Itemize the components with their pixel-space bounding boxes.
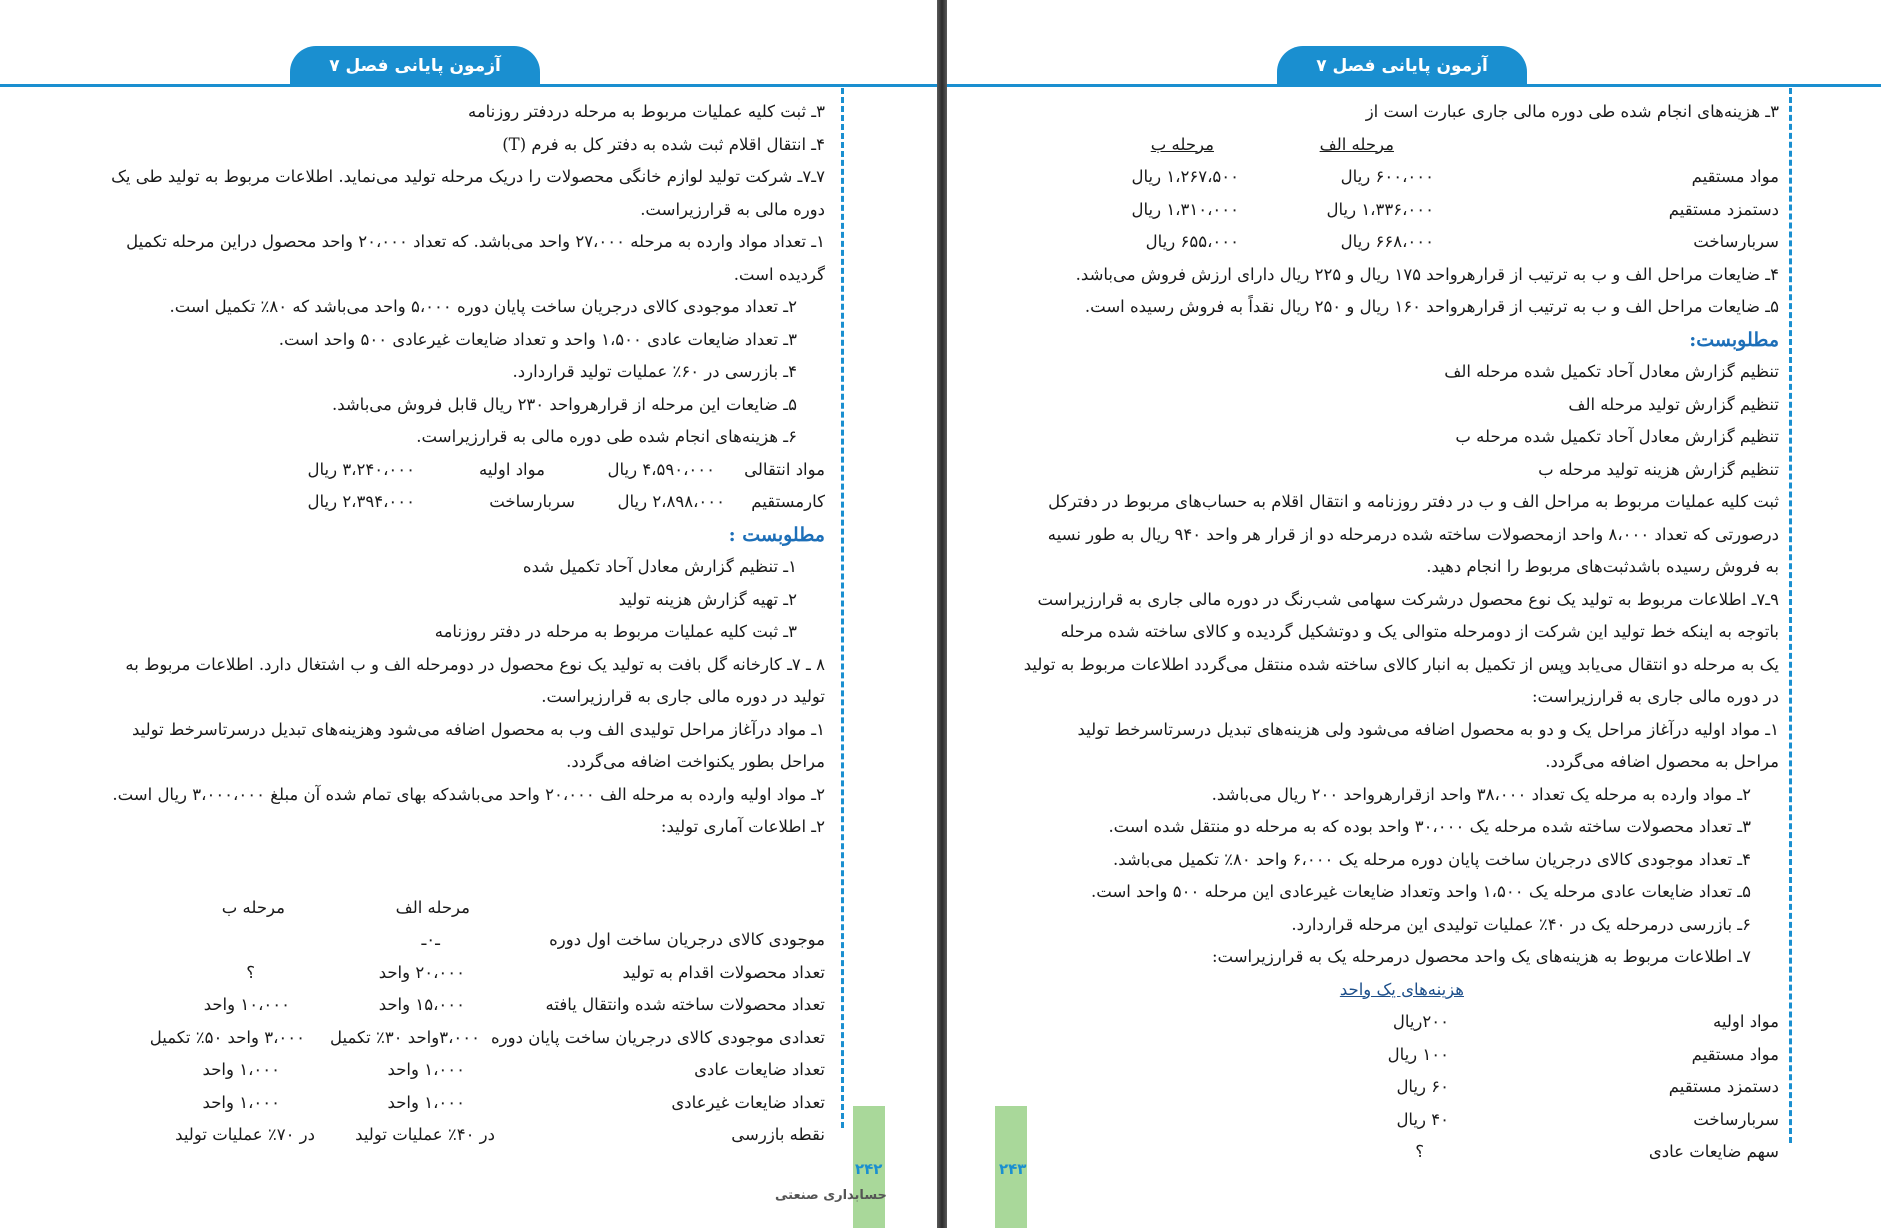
- unit-cost-title: هزینه‌های یک واحد: [1339, 979, 1464, 999]
- text-line: ثبت کلیه عملیات مربوط به مراحل الف و ب در دفتر روزنامه و انتقال اقلام به حساب‌های مربوط در دفترکل: [1048, 492, 1779, 511]
- cell-a: ۱۵،۰۰۰ واحد: [378, 995, 465, 1014]
- row-label: تعداد محصولات اقدام به تولید: [622, 962, 825, 982]
- text-line: ۵ـ تعداد ضایعات عادی مرحله یک ۱،۵۰۰ واحد وتعداد ضایعات غیرعادی این مرحله ۵۰۰ واحد است.: [1091, 882, 1751, 901]
- cost-label: سربارساخت: [489, 492, 575, 511]
- cell-b: ۱،۰۰۰ واحد: [202, 1092, 280, 1112]
- left-page: [0, 0, 937, 1228]
- text-line: ۴ـ تعداد موجودی کالای درجریان ساخت پایان دوره مرحله یک ۶،۰۰۰ واحد ۸۰٪ تکمیل می‌باشد.: [1112, 849, 1751, 869]
- unit-cost-label: دستمزد مستقیم: [1668, 1077, 1779, 1096]
- cell-a: ۳،۰۰۰واحد ۳۰٪ تکمیل: [329, 1027, 480, 1047]
- text-line: مراحل بطور یکنواخت اضافه می‌گردد.: [566, 752, 825, 771]
- unit-cost-value: ۴۰ ریال: [1396, 1109, 1449, 1129]
- text-line: تنظیم گزارش معادل آحاد تکمیل شده مرحله ب: [1455, 427, 1779, 446]
- cost-label: مواد انتقالی: [744, 459, 825, 479]
- table-row: [85, 924, 825, 957]
- cell-b: ۱،۰۰۰ واحد: [202, 1060, 280, 1079]
- required-title: مطلوبست :: [728, 523, 825, 546]
- text-line: گردیده است.: [733, 264, 825, 284]
- required-title: مطلوبست:: [1689, 328, 1779, 351]
- cost-b: ۱،۳۱۰،۰۰۰ ریال: [1131, 199, 1239, 219]
- text-line: ۱ـ مواد اولیه درآغاز مراحل یک و دو به محصول اضافه می‌شود ولی هزینه‌های تبدیل درسرتاسرخط تولید: [1077, 719, 1779, 739]
- cell-b: ۳،۰۰۰ واحد ۵۰٪ تکمیل: [149, 1027, 305, 1047]
- cost-label: دستمزد مستقیم: [1668, 199, 1779, 219]
- unit-cost-value: ۶۰ ریال: [1396, 1077, 1449, 1096]
- text-line: درصورتی که تعداد ۸،۰۰۰ واحد ازمحصولات ساخته شده درمرحله دو از قرار هر واحد ۹۴۰ ریال به طور نسیه: [1047, 524, 1779, 544]
- text-line: ۳ـ تعداد ضایعات عادی ۱،۵۰۰ واحد و تعداد ضایعات غیرعادی ۵۰۰ واحد است.: [278, 329, 797, 349]
- unit-cost-row: [1027, 1136, 1779, 1169]
- book-gutter: [937, 0, 947, 1228]
- text-line: به فروش رسیده باشدثبت‌های مربوط را انجام دهید.: [1426, 557, 1779, 576]
- text-line: ۳ـ هزینه‌های انجام شده طی دوره مالی جاری عبارت است از: [1365, 102, 1779, 121]
- unit-cost-value: ۲۰۰ریال: [1392, 1012, 1449, 1031]
- text-line: ۲ـ مواد اولیه وارده به مرحله الف ۲۰،۰۰۰ واحد می‌باشدکه بهای تمام شده آن مبلغ ۳،۰۰۰،۰۰۰ ریال است.: [112, 784, 825, 804]
- table-row: [85, 1022, 825, 1055]
- text-line: ۶ـ بازرسی درمرحله یک در ۴۰٪ عملیات تولیدی این مرحله قراردارد.: [1291, 914, 1751, 934]
- text-line: ۳ـ ثبت کلیه عملیات مربوط به مرحله در دفتر روزنامه: [434, 622, 797, 641]
- chapter-header-tab: آزمون پایانی فصل ۷: [1277, 46, 1527, 86]
- table-row: [85, 1054, 825, 1087]
- text-line: تنظیم گزارش تولید مرحله الف: [1568, 394, 1779, 414]
- row-label: تعداد محصولات ساخته شده وانتقال یافته: [545, 995, 825, 1014]
- text-line: ۲ـ تهیه گزارش هزینه تولید: [618, 589, 797, 609]
- cost-row: [1027, 226, 1779, 259]
- row-label: تعداد ضایعات عادی: [694, 1060, 825, 1079]
- right-page: [947, 0, 1881, 1228]
- row-label: تعداد ضایعات غیرعادی: [671, 1092, 825, 1112]
- cost-row: [85, 486, 825, 519]
- table-row: [85, 1087, 825, 1120]
- text-line: تنظیم گزارش هزینه تولید مرحله ب: [1538, 459, 1779, 479]
- cost-label: کارمستقیم: [751, 492, 825, 511]
- cost-b: ۱،۲۶۷،۵۰۰ ریال: [1131, 167, 1239, 186]
- cell-a: ـ۰ـ: [421, 930, 440, 949]
- cost-a: ۶۶۸،۰۰۰ ریال: [1340, 232, 1434, 251]
- col-header-b: مرحله ب: [221, 897, 285, 917]
- cell-b: ؟: [246, 962, 255, 982]
- cost-value: ۲،۳۹۴،۰۰۰ ریال: [307, 492, 415, 511]
- text-line: یک به مرحله دو انتقال می‌یابد وپس از تکمیل به انبار کالای ساخته شده منتقل می‌گردد اطلاعات مربوط به تولید: [1023, 654, 1779, 674]
- text-line: ۶ـ هزینه‌های انجام شده طی دوره مالی به قرارزیراست.: [416, 427, 797, 446]
- page-number: ۲۴۳: [999, 1160, 1027, 1178]
- text-line: ۴ـ انتقال اقلام ثبت شده به دفتر کل به فرم (T): [502, 134, 825, 154]
- text-line: ۵ـ ضایعات مراحل الف و ب به ترتیب از قرارهرواحد ۱۶۰ ریال و ۲۵۰ ریال نقداً به فروش رسیده است.: [1084, 297, 1779, 316]
- cost-row: [85, 454, 825, 487]
- cost-header: [1027, 129, 1779, 162]
- table-row: [85, 989, 825, 1022]
- unit-cost-value: ؟: [1415, 1142, 1424, 1161]
- unit-cost-label: سهم ضایعات عادی: [1648, 1142, 1779, 1161]
- text-line: ۴ـ بازرسی در ۶۰٪ عملیات تولید قراردارد.: [512, 362, 797, 381]
- unit-cost-label: سربارساخت: [1693, 1109, 1779, 1129]
- cell-a: ۱،۰۰۰ واحد: [387, 1060, 465, 1079]
- cost-label: مواد مستقیم: [1691, 167, 1779, 186]
- text-line: در دوره مالی جاری به قرارزیراست:: [1531, 687, 1779, 706]
- table-row: [85, 1119, 825, 1152]
- cost-value: ۴،۵۹۰،۰۰۰ ریال: [607, 459, 715, 479]
- text-line: تنظیم گزارش معادل آحاد تکمیل شده مرحله الف: [1444, 362, 1779, 381]
- cell-a: در ۴۰٪ عملیات تولید: [355, 1125, 495, 1144]
- unit-cost-value: ۱۰۰ ریال: [1387, 1044, 1449, 1064]
- text-line: ۵ـ ضایعات این مرحله از قرارهرواحد ۲۳۰ ریال قابل فروش می‌باشد.: [331, 394, 797, 414]
- row-label: تعدادی موجودی کالای درجریان ساخت پایان دوره: [491, 1027, 825, 1047]
- row-label: موجودی کالای درجریان ساخت اول دوره: [549, 930, 825, 949]
- text-line: ۳ـ ثبت کلیه عملیات مربوط به مرحله دردفتر روزنامه: [467, 102, 825, 121]
- col-header-a: مرحله الف: [395, 897, 470, 917]
- text-line: ۷ـ۷ـ شرکت تولید لوازم خانگی محصولات را دریک مرحله تولید می‌نماید. اطلاعات مربوط به تولید طی یک: [111, 167, 825, 186]
- margin-rule: [1789, 88, 1792, 1143]
- text-line: ۳ـ تعداد محصولات ساخته شده مرحله یک ۳۰،۰۰۰ واحد بوده که به مرحله دو منتقل شده است.: [1108, 817, 1751, 836]
- unit-cost-row: [1027, 1104, 1779, 1137]
- unit-cost-label: مواد اولیه: [1713, 1012, 1779, 1031]
- right-content: [1023, 96, 1779, 1169]
- text-line: مراحل به محصول اضافه می‌گردد.: [1545, 752, 1779, 771]
- cost-label: مواد اولیه: [479, 459, 545, 479]
- table-row: [85, 957, 825, 990]
- cost-row: [1027, 194, 1779, 227]
- text-line: دوره مالی به قرارزیراست.: [640, 199, 825, 219]
- row-label: نقطه بازرسی: [731, 1125, 825, 1144]
- footer-book-title: حسابداری صنعتی: [775, 1188, 887, 1203]
- unit-cost-header: [1027, 974, 1779, 1007]
- text-line: ۱ـ تنظیم گزارش معادل آحاد تکمیل شده: [522, 557, 797, 576]
- cell-a: ۱،۰۰۰ واحد: [387, 1092, 465, 1112]
- text-line: ۸ ـ ۷ـ کارخانه گل بافت به تولید یک نوع محصول در دومرحله الف و ب اشتغال دارد. اطلاعات مربوط به: [125, 654, 825, 674]
- text-line: ۱ـ تعداد مواد وارده به مرحله ۲۷،۰۰۰ واحد می‌باشد. که تعداد ۲۰،۰۰۰ واحد محصول دراین مرحله تکمیل: [126, 232, 825, 251]
- text-line: باتوجه به اینکه خط تولید این شرکت از دومرحله متوالی یک و دوتشکیل گردیده و کالای ساخته شده مرحله: [1060, 622, 1779, 641]
- cost-row: [1027, 161, 1779, 194]
- unit-cost-row: [1027, 1071, 1779, 1104]
- text-line: ۲ـ تعداد موجودی کالای درجریان ساخت پایان دوره ۵،۰۰۰ واحد می‌باشد که ۸۰٪ تکمیل است.: [169, 297, 797, 316]
- unit-cost-row: [1027, 1039, 1779, 1072]
- col-header-a: مرحله الف: [1319, 134, 1394, 154]
- table-header: [85, 892, 825, 925]
- text-line: ۱ـ مواد درآغاز مراحل تولیدی الف وب به محصول اضافه می‌شود وهزینه‌های تبدیل درسرتاسرخط تولید: [131, 719, 825, 739]
- chapter-header-tab: آزمون پایانی فصل ۷: [290, 46, 540, 86]
- left-content: [85, 96, 825, 1152]
- cost-a: ۶۰۰،۰۰۰ ریال: [1340, 167, 1434, 186]
- cost-value: ۲،۸۹۸،۰۰۰ ریال: [617, 492, 725, 511]
- text-line: ۴ـ ضایعات مراحل الف و ب به ترتیب از قرارهرواحد ۱۷۵ ریال و ۲۲۵ ریال دارای ارزش فروش می‌باشد.: [1075, 264, 1779, 284]
- unit-cost-row: [1027, 1006, 1779, 1039]
- margin-rule: [841, 88, 844, 1128]
- page-number: ۲۴۲: [855, 1160, 883, 1178]
- cell-b: در ۷۰٪ عملیات تولید: [175, 1125, 315, 1144]
- text-line: ۹ـ۷ـ اطلاعات مربوط به تولید یک نوع محصول درشرکت سهامی شب‌رنگ در دوره مالی جاری به قرارزیراست: [1037, 589, 1779, 609]
- text-line: ۲ـ مواد وارده به مرحله یک تعداد ۳۸،۰۰۰ واحد ازقرارهرواحد ۲۰۰ ریال می‌باشد.: [1211, 784, 1751, 804]
- text-line: تولید در دوره مالی جاری به قرارزیراست.: [541, 687, 825, 706]
- text-line: ۲ـ اطلاعات آماری تولید:: [660, 817, 825, 836]
- col-header-b: مرحله ب: [1150, 134, 1214, 154]
- cost-a: ۱،۳۳۶،۰۰۰ ریال: [1326, 199, 1434, 219]
- cell-a: ۲۰،۰۰۰ واحد: [378, 962, 465, 982]
- cell-b: ۱۰،۰۰۰ واحد: [203, 995, 290, 1014]
- unit-cost-label: مواد مستقیم: [1691, 1044, 1779, 1064]
- text-line: ۷ـ اطلاعات مربوط به هزینه‌های یک واحد محصول درمرحله یک به قرارزیراست:: [1211, 947, 1751, 966]
- cost-b: ۶۵۵،۰۰۰ ریال: [1145, 232, 1239, 251]
- cost-label: سربارساخت: [1693, 232, 1779, 251]
- cost-value: ۳،۲۴۰،۰۰۰ ریال: [307, 459, 415, 479]
